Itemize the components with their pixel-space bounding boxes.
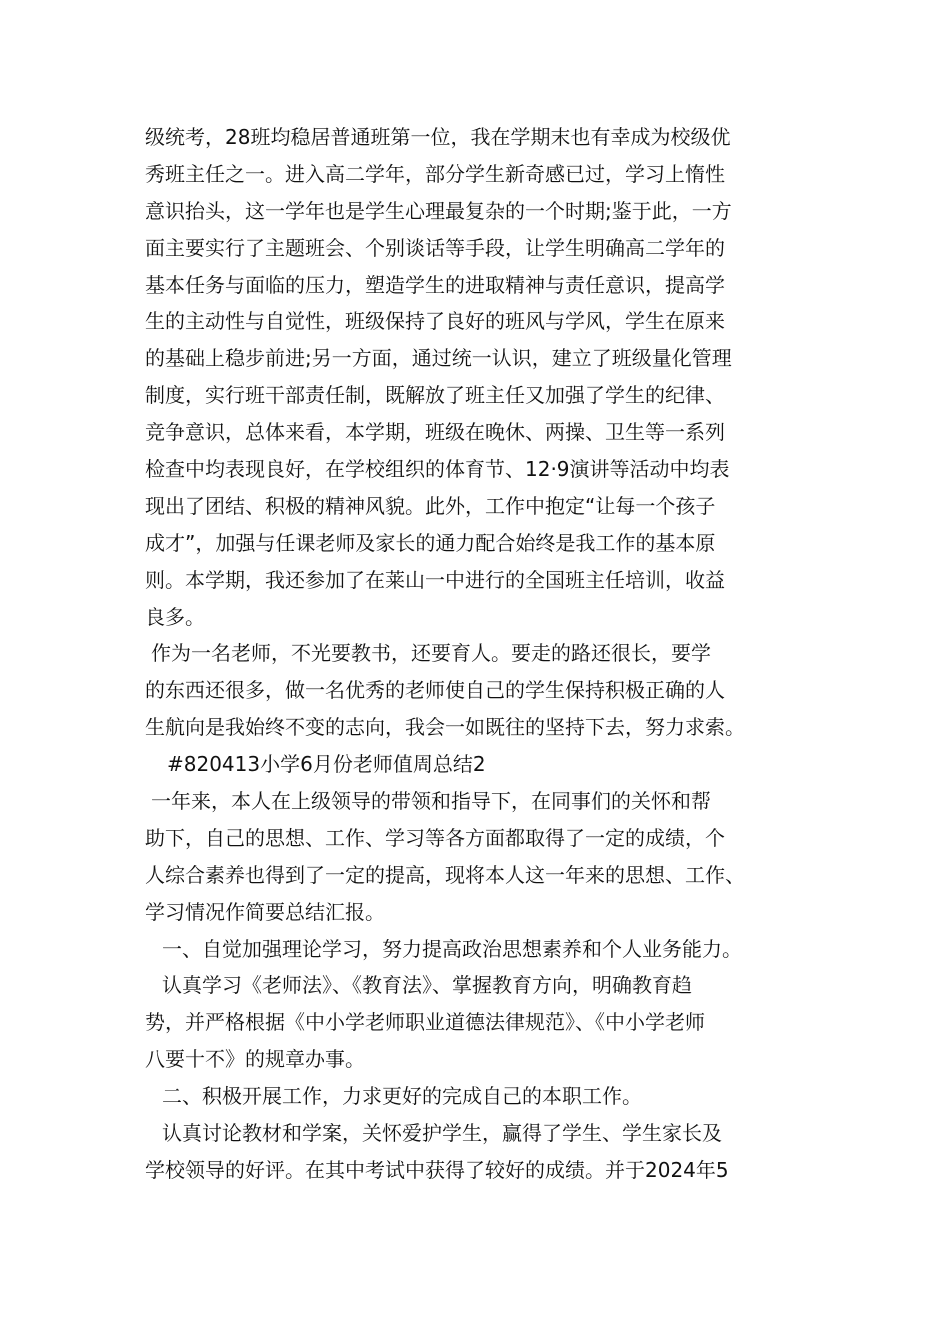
text-line: 人综合素养也得到了一定的提高，现将本人这一年来的思想、工作、 [145,862,745,887]
paragraph-start-line: 一年来，本人在上级领导的带领和指导下，在同事们的关怀和帮 [151,789,711,814]
text-line: 的基础上稳步前进;另一方面，通过统一认识，建立了班级量化管理 [145,346,732,371]
text-line: 助下，自己的思想、工作、学习等各方面都取得了一定的成绩，个 [145,825,725,850]
text-line: 学习情况作简要总结汇报。 [145,899,385,924]
paragraph-start-line: 认真讨论教材和学案，关怀爱护学生，赢得了学生、学生家长及 [162,1121,722,1146]
text-line: 意识抬头，这一学年也是学生心理最复杂的一个时期;鉴于此，一方 [145,198,732,223]
text-line: 现出了团结、积极的精神风貌。此外，工作中抱定“让每一个孩子 [145,493,716,518]
section-heading: #820413小学6月份老师值周总结2 [167,752,486,777]
document-body [145,119,815,1189]
subheading-line: 二、积极开展工作，力求更好的完成自己的本职工作。 [162,1084,642,1109]
text-line: 则。本学期，我还参加了在莱山一中进行的全国班主任培训，收益 [145,567,725,592]
text-line: 级统考，28班均稳居普通班第一位，我在学期末也有幸成为校级优 [145,125,731,149]
text-line: 竞争意识，总体来看，本学期，班级在晚休、两操、卫生等一系列 [145,420,725,445]
text-line: 秀班主任之一。进入高二学年，部分学生新奇感已过，学习上惰性 [145,161,725,186]
paragraph-start-line: 作为一名老师，不光要教书，还要育人。要走的路还很长，要学 [151,641,711,666]
text-line: 制度，实行班干部责任制，既解放了班主任又加强了学生的纪律、 [145,383,725,408]
text-line: 生航向是我始终不变的志向，我会一如既往的坚持下去，努力求索。 [145,715,745,740]
text-line: 的东西还很多，做一名优秀的老师使自己的学生保持积极正确的人 [145,678,725,703]
text-line: 成才”，加强与任课老师及家长的通力配合始终是我工作的基本原 [145,530,716,555]
paragraph-start-line: 认真学习《老师法》、《教育法》、掌握教育方向，明确教育趋 [162,973,692,998]
text-line: 面主要实行了主题班会、个别谈话等手段，让学生明确高二学年的 [145,235,725,260]
text-line: 良多。 [145,604,205,629]
text-line: 学校领导的好评。在其中考试中获得了较好的成绩。并于2024年5 [145,1157,729,1182]
subheading-line: 一、自觉加强理论学习，努力提高政治思想素养和个人业务能力。 [162,936,742,961]
text-line: 基本任务与面临的压力，塑造学生的进取精神与责任意识，提高学 [145,272,725,297]
text-line: 八要十不》的规章办事。 [145,1047,365,1072]
text-line: 生的主动性与自觉性，班级保持了良好的班风与学风，学生在原来 [145,309,725,334]
text-line: 检查中均表现良好，在学校组织的体育节、12·9演讲等活动中均表 [145,457,730,482]
text-line: 势，并严格根据《中小学老师职业道德法律规范》、《中小学老师 [145,1010,705,1035]
